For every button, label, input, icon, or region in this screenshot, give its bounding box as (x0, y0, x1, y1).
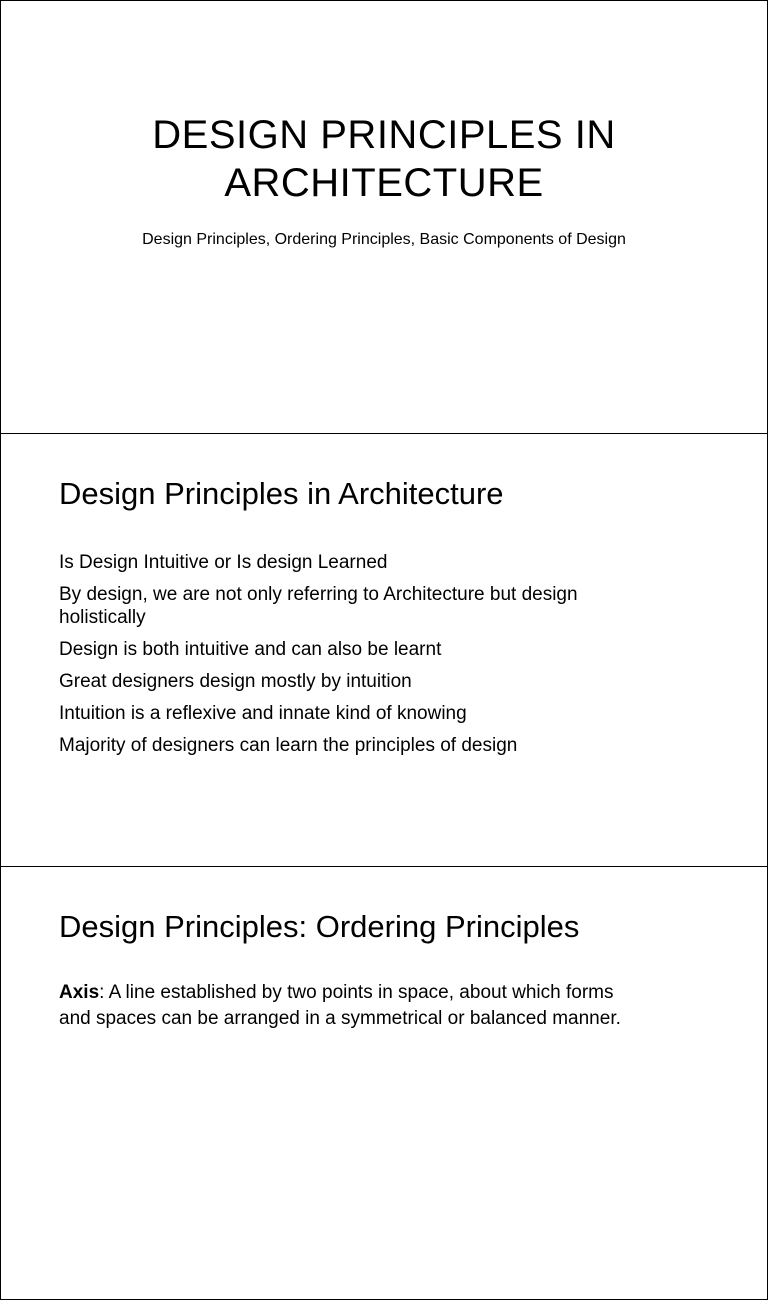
slide-title (0, 0, 768, 434)
definition-term: Axis (59, 982, 100, 1003)
bullet-item: Great designers design mostly by intuition (59, 671, 412, 692)
bullet-list (59, 551, 659, 766)
definition-text: : A line established by two points in space, about which forms and spaces can be arranged in a symmetrical or balanced manner. (59, 982, 621, 1029)
bullet-item: Is Design Intuitive or Is design Learned (59, 552, 388, 573)
presentation-title: DESIGN PRINCIPLES IN ARCHITECTURE (152, 113, 616, 205)
slide-ordering-principles (0, 866, 768, 1300)
bullet-item: By design, we are not only referring to Architecture but design holistically (59, 584, 578, 628)
bullet-item: Majority of designers can learn the principles of design (59, 735, 518, 756)
slide-heading: Design Principles: Ordering Principles (59, 909, 580, 944)
presentation-subtitle: Design Principles, Ordering Principles, Basic Components of Design (142, 231, 626, 248)
definition-paragraph (59, 980, 639, 1032)
bullet-item: Intuition is a reflexive and innate kind of knowing (59, 703, 467, 724)
bullet-item: Design is both intuitive and can also be learnt (59, 639, 442, 660)
slide-design-principles (0, 433, 768, 867)
slide-heading: Design Principles in Architecture (59, 476, 504, 511)
